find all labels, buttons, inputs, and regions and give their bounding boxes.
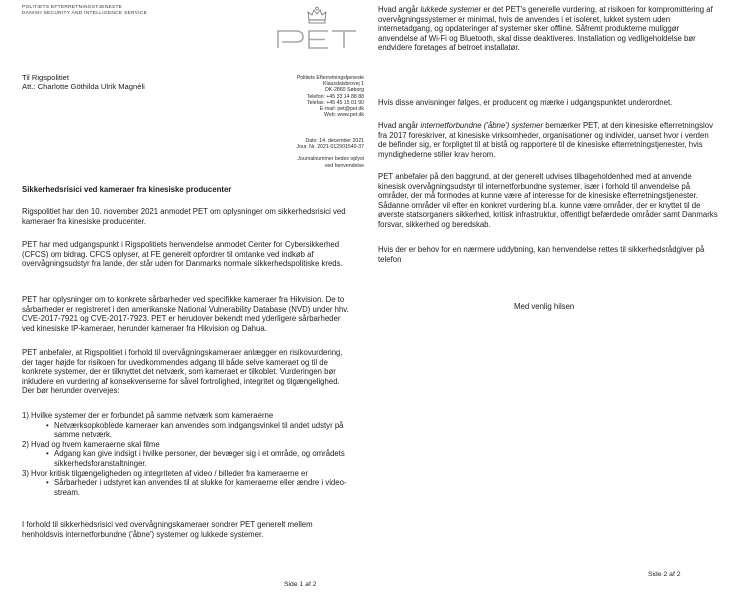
emphasis-closed-systems: lukkede systemer <box>420 5 482 14</box>
paragraph-cfcs: PET har med udgangspunkt i Rigspolitiets henvendelse anmodet Center for Cybersikkerhed (CFCS) om bidrag. CFCS oplyser, at FE generelt opfordrer til omtanke ved indkøb af overvågningsudstyr fra lande, der står uden for Danmarks normale sikkerhedspolitiske kreds. <box>22 240 343 269</box>
sender-line: Politiets Efterretningstjeneste <box>296 75 364 81</box>
recipient-name: Til Rigspolitiet <box>22 73 69 82</box>
sender-line: Web: www.pet.dk <box>324 112 364 119</box>
list-subitem-text: Sårbarheder i udstyret kan anvendes til at slukke for kameraerne eller ændre i video-stream. <box>54 478 347 497</box>
list-subitem-text: Adgang kan give indsigt i hvilke personer, der bevæger sig i et område, og områdets sikkerhedsforanstaltninger. <box>54 449 345 468</box>
paragraph-recommendation: PET anbefaler, at Rigspolitiet i forhold til overvågningskameraer anlægger en risikovurdering, der tager højde for risikoen for uvedkommendes adgang til både selve kameraet og til de konkrete systemer, der er tilknyttet det netværk, som kameraet er tilkoblet. Vurderingen bør inkludere en vurdering af konsekvenserne for såvel fortrolighed, integritet og tilgængelighed. Der bør herunder overvejes: <box>22 348 343 396</box>
closing-greeting: Med venlig hilsen <box>514 302 575 311</box>
list-item-text: Hvad og hvem kameraerne skal filme <box>31 439 160 449</box>
sender-line: E-mail: pet@pet.dk <box>319 106 364 113</box>
list-item-text: Hvor kritisk tilgængeligheden og integriteten af video / billeder fra kameraerne er <box>31 468 308 478</box>
meta-note: ved henvendelse <box>324 162 364 169</box>
sender-line: DK-2860 Søborg <box>325 87 364 94</box>
document-meta <box>272 138 364 169</box>
list-item-text: Hvilke systemer der er forbundet på samme netværk som kameraerne <box>31 411 274 420</box>
considerations-list <box>22 411 354 497</box>
paragraph-system-types: I forhold til sikkerhedsrisici ved overvågningskameraer sondrer PET generelt mellem henholdsvis internetforbundne ('åbne') systemer og lukkede systemer. <box>22 520 313 539</box>
recipient-block <box>22 73 145 92</box>
org-name-danish: POLITIETS EFTERRETNINGSTJENESTE <box>22 5 123 10</box>
meta-date: Dato: 14. december 2021 <box>305 138 364 144</box>
pet-logo-icon <box>276 28 358 50</box>
meta-note: Journalnummer bedes oplyst <box>297 156 364 163</box>
list-item <box>22 411 354 440</box>
page-number: Side 1 af 2 <box>284 581 317 588</box>
list-number: 1) <box>22 411 29 420</box>
paragraph-closed-systems: Hvad angår lukkede systemer er det PET's generelle vurdering, at risikoen for kompromittering af overvågningssystemer er minimal, hvis de anvendes i et isoleret, lukket system uden internetadgang, og opdateringer af systemer sker offline. Såfremt produkterne muliggør anvendelse af Wi-Fi og Bluetooth, skal disse deaktiveres. Installation og vedligeholdelse bør endvidere foretages af betroet installatør. <box>378 5 713 53</box>
list-subitem-text: Netværksopkoblede kameraer kan anvendes som indgangsvinkel til andet udstyr på samme netværk. <box>54 420 344 440</box>
paragraph-restraint-recommendation: PET anbefaler på den baggrund, at der generelt udvises tilbageholdenhed med at anvende kinesisk overvågningsudstyr til internetforbundne systemer, især i forhold til anvendelse på områder, der må formodes at kunne være af interesse for de kinesiske efterretningstjenester. Sådanne områder vil efter en konkret vurdering bl.a. kunne være områder, der er knyttet til de øverste statsorganers sikkerhed, kritisk infrastruktur, offentligt befærdede områder samt Danmarks forsvar, sikkerhed og beredskab. <box>378 172 718 229</box>
paragraph-vulnerabilities: PET har oplysninger om to konkrete sårbarheder ved specifikke kameraer fra Hikvision. De to sårbarheder er registreret i den amerikanske National Vulnerability Database (NVD) under hhv. CVE-2017-7921 og CVE-2017-7923. PET er herudover bekendt med yderligere sårbarheder ved kinesiske IP-kameraer, herunder kameraer fra Hikvision og Dahua. <box>22 295 349 333</box>
list-number: 2) <box>22 439 29 449</box>
recipient-attention: Att.: Charlotte Göthilda Ulrik Magnéli <box>22 82 145 92</box>
sender-line: Telefon: +45 33 14 88 88 <box>306 93 364 100</box>
crown-icon <box>306 6 328 26</box>
paragraph-brand-irrelevant: Hvis disse anvisninger følges, er producent og mærke i udgangspunktet underordnet. <box>378 98 673 107</box>
bullet-icon: • <box>46 478 49 488</box>
sender-address-block <box>272 75 364 118</box>
list-item <box>22 440 354 469</box>
bullet-icon: • <box>46 420 49 430</box>
page-number: Side 2 af 2 <box>648 571 681 578</box>
list-item <box>22 469 354 498</box>
paragraph-contact: Hvis der er behov for en nærmere uddybning, kan henvendelse rettes til sikkerhedsrådgiver på telefon <box>378 245 705 264</box>
emphasis-internet-systems: internetforbundne ('åbne') systemer <box>420 121 544 130</box>
sender-line: Klausdalsbrovej 1 <box>323 81 364 88</box>
letter-page-2 <box>366 0 732 600</box>
paragraph-internet-systems: Hvad angår internetforbundne ('åbne') systemer bemærker PET, at den kinesiske efterretningslov fra 2017 foreskriver, at kinesiske virksomheder, organisationer og individer, uanset hvor i verden de befinder sig, er forpligtet til at bistå og rapportere til de kinesiske efterretningstjenester, hvis myndighederne stiller krav herom. <box>378 121 713 159</box>
letter-title: Sikkerhedsrisici ved kameraer fra kinesiske producenter <box>22 185 232 194</box>
sender-line: Telefax: +45 45 15 01 90 <box>307 99 364 106</box>
list-number: 3) <box>22 468 29 478</box>
meta-journal-number: Jour. Nr. 2021-012901540-37 <box>296 144 364 151</box>
org-name-english: DANISH SECURITY AND INTELLIGENCE SERVICE <box>22 10 148 16</box>
org-header <box>22 5 182 17</box>
paragraph-request: Rigspolitiet har den 10. november 2021 anmodet PET om oplysninger om sikkerhedsrisici ved kameraer fra kinesiske producenter. <box>22 207 346 226</box>
bullet-icon: • <box>46 449 49 459</box>
